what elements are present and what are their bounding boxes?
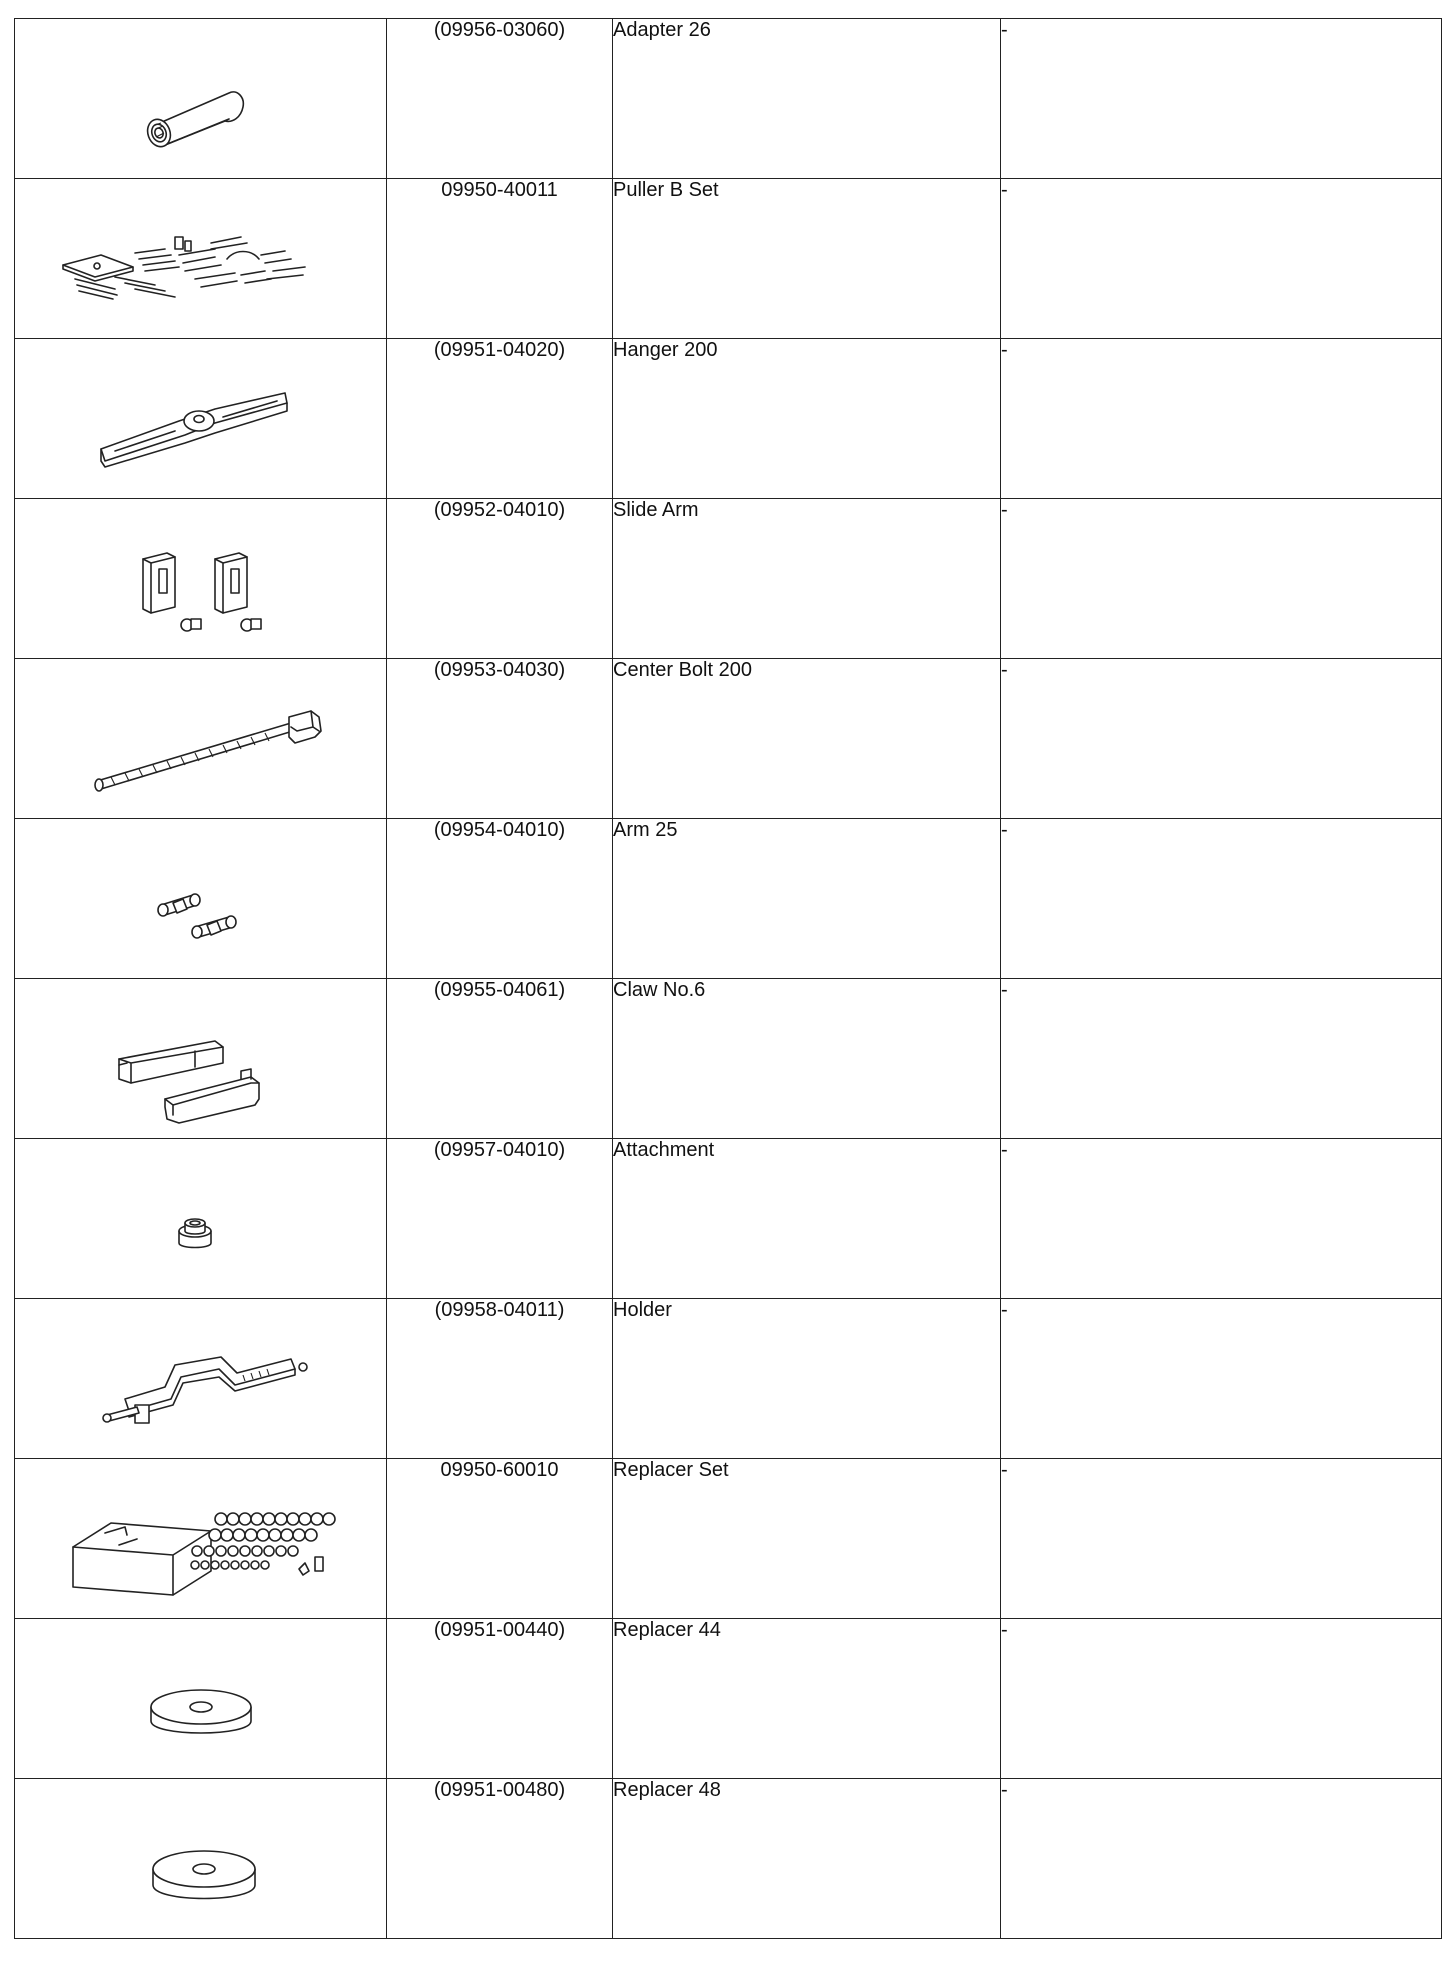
table-row xyxy=(15,339,1442,499)
tool-note: - xyxy=(1001,819,1442,979)
tool-name: Slide Arm xyxy=(613,499,1001,659)
tool-image-cell xyxy=(15,179,387,339)
tool-name: Center Bolt 200 xyxy=(613,659,1001,819)
tool-image-cell xyxy=(15,979,387,1139)
tool-note: - xyxy=(1001,1459,1442,1619)
table-row xyxy=(15,659,1442,819)
table-row xyxy=(15,979,1442,1139)
table-row xyxy=(15,1299,1442,1459)
tool-note: - xyxy=(1001,979,1442,1139)
tool-image-cell xyxy=(15,1619,387,1779)
tool-image-cell xyxy=(15,1299,387,1459)
part-number: (09954-04010) xyxy=(387,819,613,979)
part-number: (09952-04010) xyxy=(387,499,613,659)
part-number: (09951-00480) xyxy=(387,1779,613,1939)
table-row xyxy=(15,819,1442,979)
tool-note: - xyxy=(1001,1619,1442,1779)
tool-name: Arm 25 xyxy=(613,819,1001,979)
tool-note: - xyxy=(1001,179,1442,339)
table-row xyxy=(15,499,1442,659)
tool-note: - xyxy=(1001,1299,1442,1459)
table-row xyxy=(15,19,1442,179)
tool-note: - xyxy=(1001,339,1442,499)
hanger-icon xyxy=(15,339,385,499)
replacer-set-icon xyxy=(15,1459,385,1619)
holder-icon xyxy=(15,1299,385,1459)
tool-note: - xyxy=(1001,499,1442,659)
tool-image-cell xyxy=(15,499,387,659)
part-number: (09953-04030) xyxy=(387,659,613,819)
table-row xyxy=(15,179,1442,339)
tool-image-cell xyxy=(15,339,387,499)
tool-name: Hanger 200 xyxy=(613,339,1001,499)
tool-note: - xyxy=(1001,659,1442,819)
tool-name: Replacer Set xyxy=(613,1459,1001,1619)
tool-name: Puller B Set xyxy=(613,179,1001,339)
attachment-icon xyxy=(15,1139,385,1299)
tool-image-cell xyxy=(15,1779,387,1939)
part-number: (09951-04020) xyxy=(387,339,613,499)
arm-icon xyxy=(15,819,385,979)
tool-note: - xyxy=(1001,19,1442,179)
part-number: 09950-60010 xyxy=(387,1459,613,1619)
tool-name: Claw No.6 xyxy=(613,979,1001,1139)
tool-note: - xyxy=(1001,1779,1442,1939)
tool-note: - xyxy=(1001,1139,1442,1299)
tool-name: Adapter 26 xyxy=(613,19,1001,179)
part-number: 09950-40011 xyxy=(387,179,613,339)
tool-image-cell xyxy=(15,819,387,979)
center-bolt-icon xyxy=(15,659,385,819)
table-row xyxy=(15,1459,1442,1619)
part-number: (09957-04010) xyxy=(387,1139,613,1299)
part-number: (09956-03060) xyxy=(387,19,613,179)
puller-set-icon xyxy=(15,179,385,339)
special-tools-table xyxy=(14,18,1442,1939)
table-row xyxy=(15,1619,1442,1779)
tool-name: Attachment xyxy=(613,1139,1001,1299)
table-row xyxy=(15,1139,1442,1299)
table-row xyxy=(15,1779,1442,1939)
replacer-icon xyxy=(15,1619,385,1779)
tool-image-cell xyxy=(15,1139,387,1299)
adapter-icon xyxy=(15,19,385,179)
tool-image-cell xyxy=(15,659,387,819)
tool-name: Replacer 48 xyxy=(613,1779,1001,1939)
part-number: (09955-04061) xyxy=(387,979,613,1139)
tool-image-cell xyxy=(15,19,387,179)
part-number: (09951-00440) xyxy=(387,1619,613,1779)
part-number: (09958-04011) xyxy=(387,1299,613,1459)
claw-icon xyxy=(15,979,385,1139)
replacer-icon xyxy=(15,1779,385,1939)
slide-arm-icon xyxy=(15,499,385,659)
tool-image-cell xyxy=(15,1459,387,1619)
tool-name: Replacer 44 xyxy=(613,1619,1001,1779)
tool-name: Holder xyxy=(613,1299,1001,1459)
